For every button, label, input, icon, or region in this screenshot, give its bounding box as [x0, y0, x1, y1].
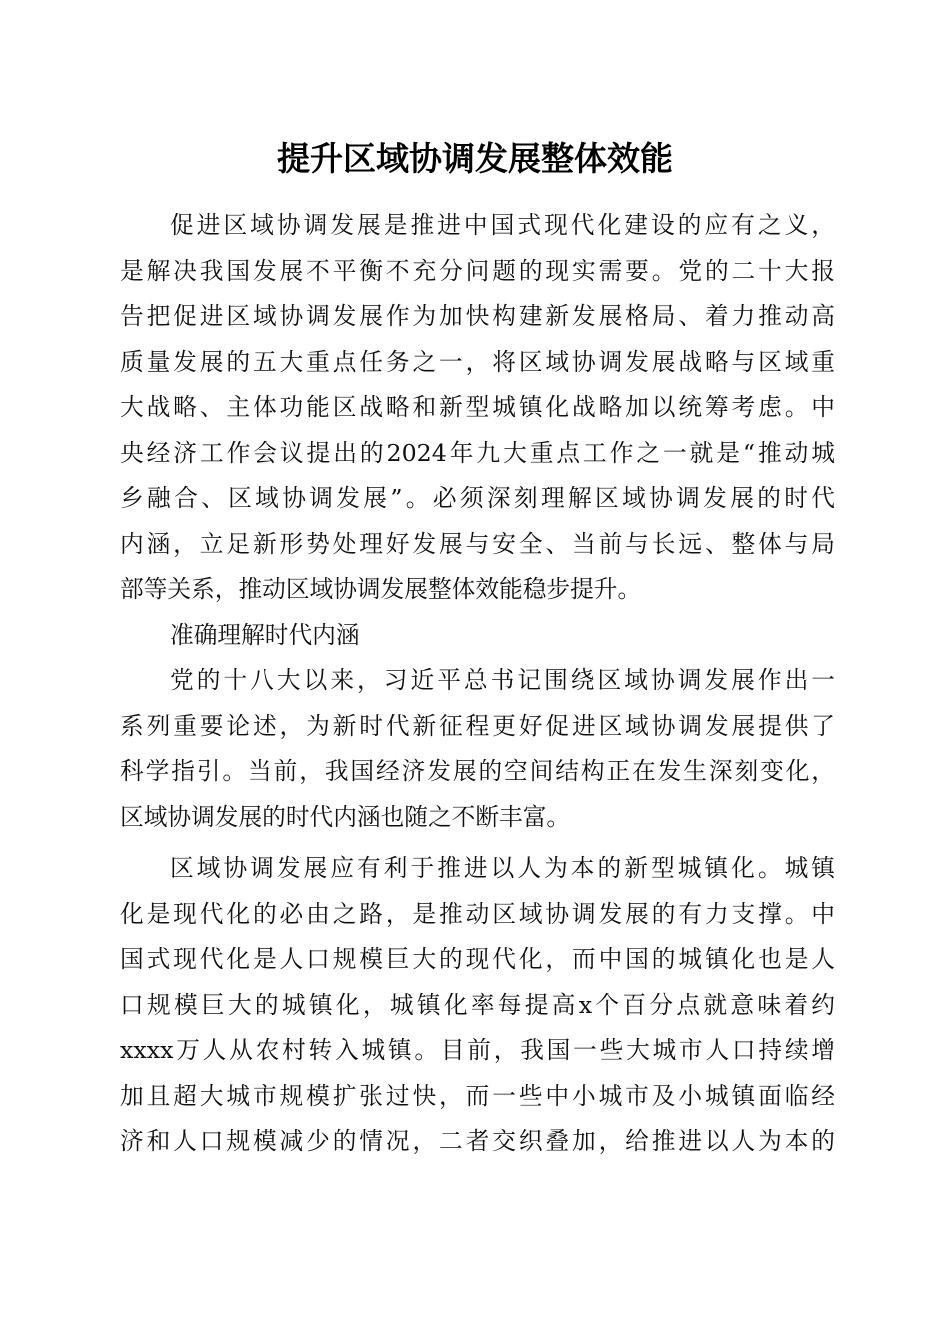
text-line: 是解决我国发展不平衡不充分问题的现实需要。党的二十大报	[120, 256, 835, 285]
text-line: 济和人口规模减少的情况，二者交织叠加，给推进以人为本的	[120, 1127, 835, 1155]
text-line: xxxx万人从农村转入城镇。目前，我国一些大城市人口持续增	[120, 1036, 835, 1064]
section-heading	[120, 613, 835, 659]
text-line: 区域协调发展应有利于推进以人为本的新型城镇化。城镇	[170, 854, 835, 882]
text-line: 科学指引。当前，我国经济发展的空间结构正在发生深刻变化，	[120, 757, 835, 785]
text-line: 部等关系，推动区域协调发展整体效能稳步提升。	[120, 575, 642, 603]
paragraph	[120, 658, 835, 840]
text-line: 区域协调发展的时代内涵也随之不断丰富。	[120, 802, 571, 831]
text-line: 化是现代化的必由之路，是推动区域协调发展的有力支撑。中	[120, 899, 835, 928]
text-line: 系列重要论述，为新时代新征程更好促进区域协调发展提供了	[120, 711, 835, 740]
text-line: 央经济工作会议提出的2024年九大重点工作之一就是“推动城	[120, 438, 835, 467]
text-line: 质量发展的五大重点任务之一，将区域协调发展战略与区域重	[120, 347, 835, 376]
text-line: 告把促进区域协调发展作为加快构建新发展格局、着力推动高	[120, 302, 835, 330]
text-line: 口规模巨大的城镇化，城镇化率每提高x个百分点就意味着约	[120, 990, 835, 1019]
section-heading-text: 准确理解时代内涵	[170, 620, 360, 649]
paragraph	[120, 846, 835, 1165]
document-body	[120, 203, 835, 1165]
text-line: 加且超大城市规模扩张过快，而一些中小城市及小城镇面临经	[120, 1081, 835, 1110]
document-title: 提升区域协调发展整体效能	[277, 139, 673, 178]
paragraph-intro	[120, 203, 835, 613]
text-line: 大战略、主体功能区战略和新型城镇化战略加以统筹考虑。中	[120, 393, 835, 421]
text-line: 国式现代化是人口规模巨大的现代化，而中国的城镇化也是人	[120, 945, 835, 973]
text-line: 促进区域协调发展是推进中国式现代化建设的应有之义，	[170, 211, 835, 239]
text-line: 乡融合、区域协调发展”。必须深刻理解区域协调发展的时代	[120, 484, 835, 512]
text-line: 党的十八大以来，习近平总书记围绕区域协调发展作出一	[170, 666, 835, 694]
text-line: 内涵，立足新形势处理好发展与安全、当前与长远、整体与局	[120, 529, 835, 558]
